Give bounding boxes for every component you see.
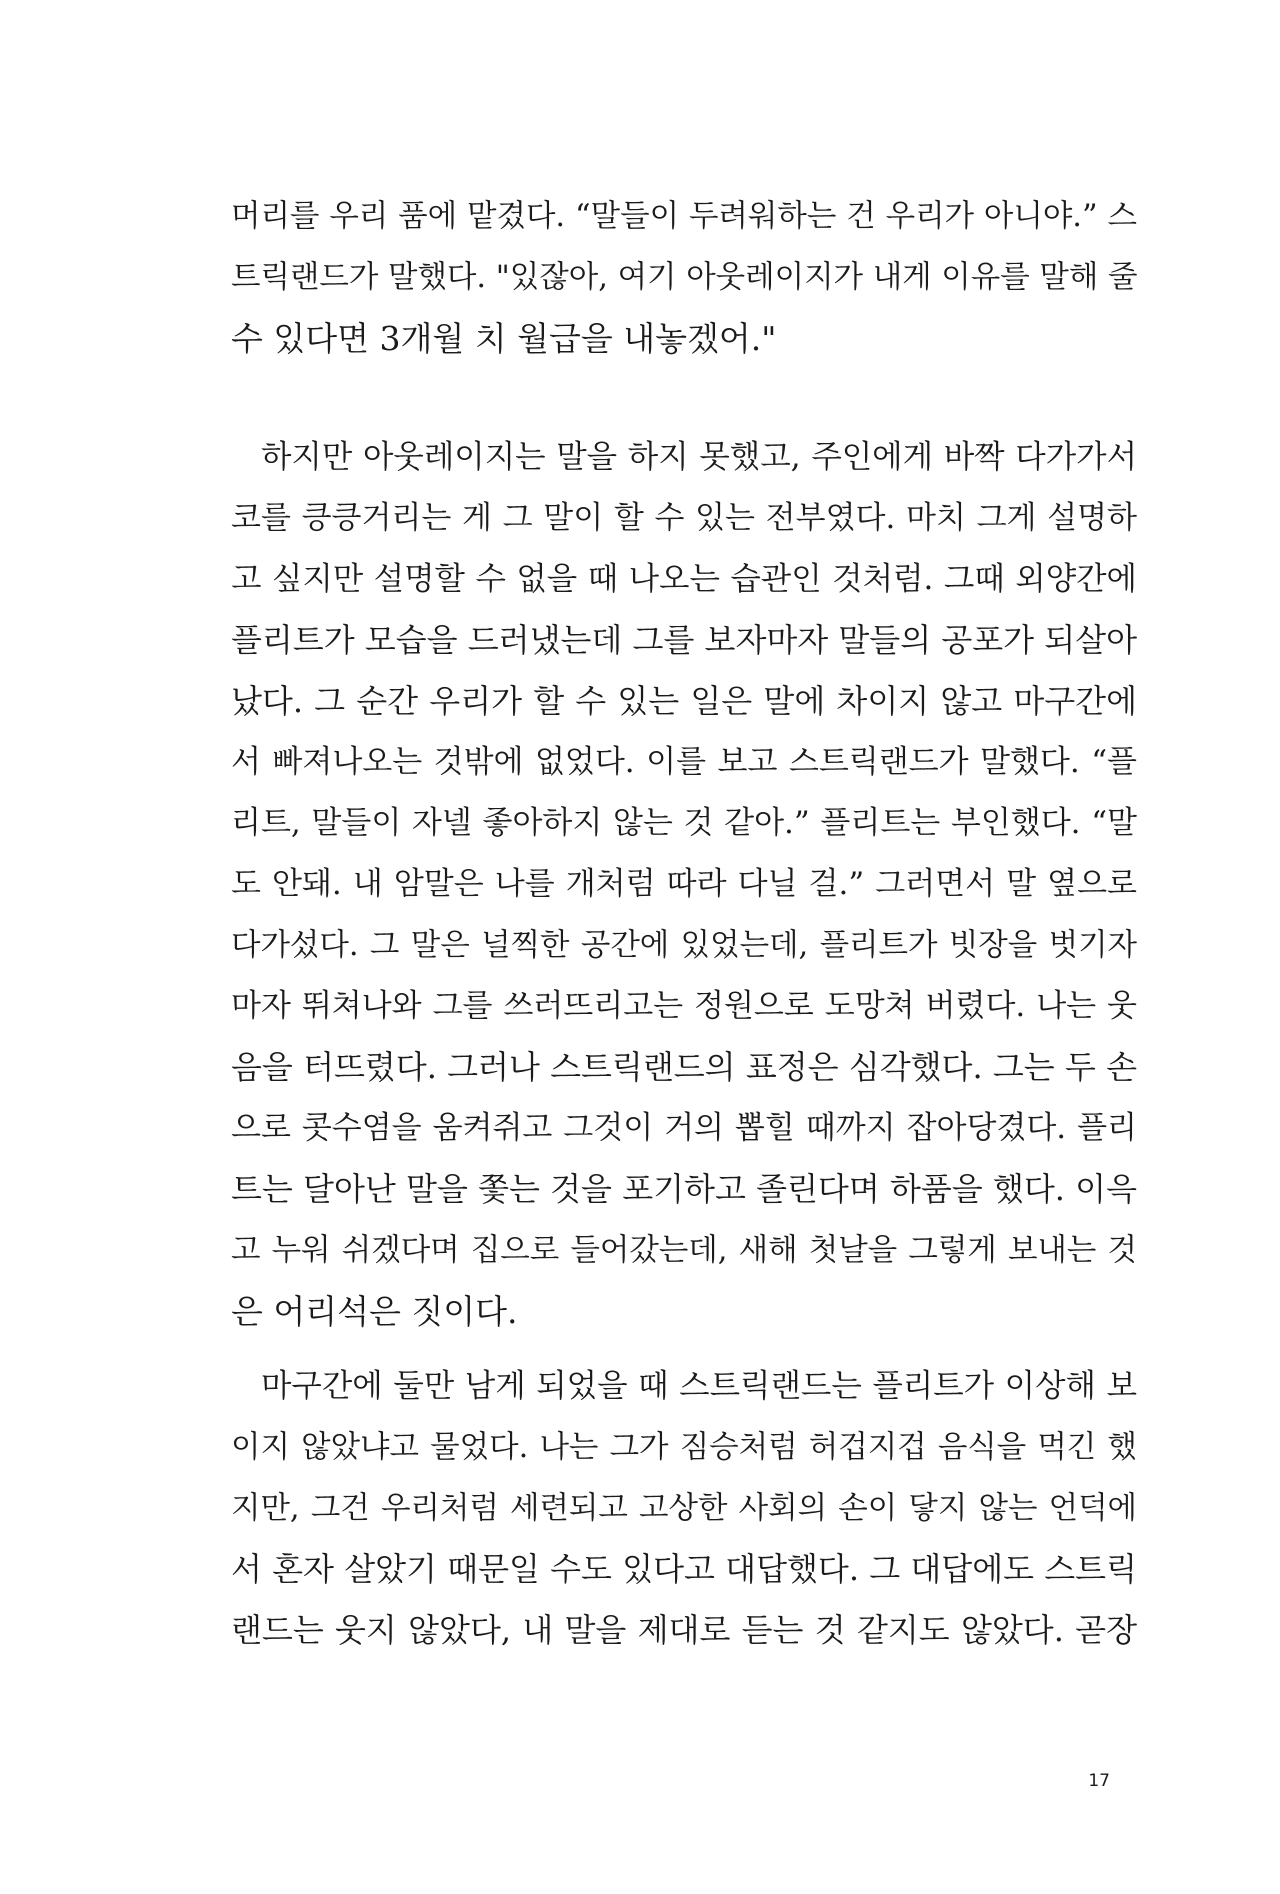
text-line: 마자 뛰쳐나와 그를 쓰러뜨리고는 정원으로 도망쳐 버렸다. 나는 웃 <box>231 988 1137 1024</box>
paragraph-2 <box>231 427 1137 1342</box>
text-line: 으로 콧수염을 움켜쥐고 그것이 거의 뽑힐 때까지 잡아당겼다. 플리 <box>231 1110 1137 1146</box>
paragraph-3 <box>231 1356 1137 1661</box>
text-line: 코를 킁킁거리는 게 그 말이 할 수 있는 전부였다. 마치 그게 설명하 <box>231 500 1137 536</box>
text-line: 고 싶지만 설명할 수 없을 때 나오는 습관인 것처럼. 그때 외양간에 <box>231 561 1137 597</box>
text-line: 플리트가 모습을 드러냈는데 그를 보자마자 말들의 공포가 되살아 <box>231 621 1137 659</box>
text-line: 서 빠져나오는 것밖에 없었다. 이를 보고 스트릭랜드가 말했다. “플 <box>231 744 1137 780</box>
text-line: 마구간에 둘만 남게 되었을 때 스트릭랜드는 플리트가 이상해 보 <box>261 1368 1137 1404</box>
text-line: 서 혼자 살았기 때문일 수도 있다고 대답했다. 그 대답에도 스트릭 <box>231 1550 1137 1588</box>
text-line: 다가섰다. 그 말은 널찍한 공간에 있었는데, 플리트가 빗장을 벗기자 <box>231 928 1137 963</box>
page-number: 17 <box>1088 1771 1110 1791</box>
text-line: 은 어리석은 짓이다. <box>231 1292 518 1331</box>
text-line: 하지만 아웃레이지는 말을 하지 못했고, 주인에게 바짝 다가가서 <box>261 439 1137 475</box>
text-line: 고 누워 쉬겠다며 집으로 들어갔는데, 새해 첫날을 그렇게 보내는 것 <box>231 1233 1137 1268</box>
text-line: 트릭랜드가 말했다. "있잖아, 여기 아웃레이지가 내게 이유를 말해 줄 <box>231 260 1137 295</box>
text-line: 이지 않았냐고 물었다. 나는 그가 짐승처럼 허겁지겁 음식을 먹긴 했 <box>231 1430 1137 1465</box>
text-line: 났다. 그 순간 우리가 할 수 있는 일은 말에 차이지 않고 마구간에 <box>231 682 1137 720</box>
text-line: 수 있다면 3개월 치 월급을 내놓겠어." <box>231 319 777 358</box>
text-line: 트는 달아난 말을 쫓는 것을 포기하고 졸린다며 하품을 했다. 이윽 <box>231 1170 1137 1208</box>
text-line: 음을 터뜨렸다. 그러나 스트릭랜드의 표정은 심각했다. 그는 두 손 <box>231 1048 1137 1086</box>
text-line: 지만, 그건 우리처럼 세련되고 고상한 사회의 손이 닿지 않는 언덕에 <box>231 1491 1137 1526</box>
paragraph-1 <box>231 186 1137 369</box>
text-line: 도 안돼. 내 암말은 나를 개처럼 따라 다닐 걸.” 그러면서 말 옆으로 <box>231 866 1137 902</box>
text-line: 랜드는 웃지 않았다, 내 말을 제대로 듣는 것 같지도 않았다. 곧장 <box>231 1611 1137 1649</box>
text-line: 머리를 우리 품에 맡겼다. “말들이 두려워하는 건 우리가 아니야.” 스 <box>231 199 1137 234</box>
text-line: 리트, 말들이 자넬 좋아하지 않는 것 같아.” 플리트는 부인했다. “말 <box>231 805 1137 841</box>
